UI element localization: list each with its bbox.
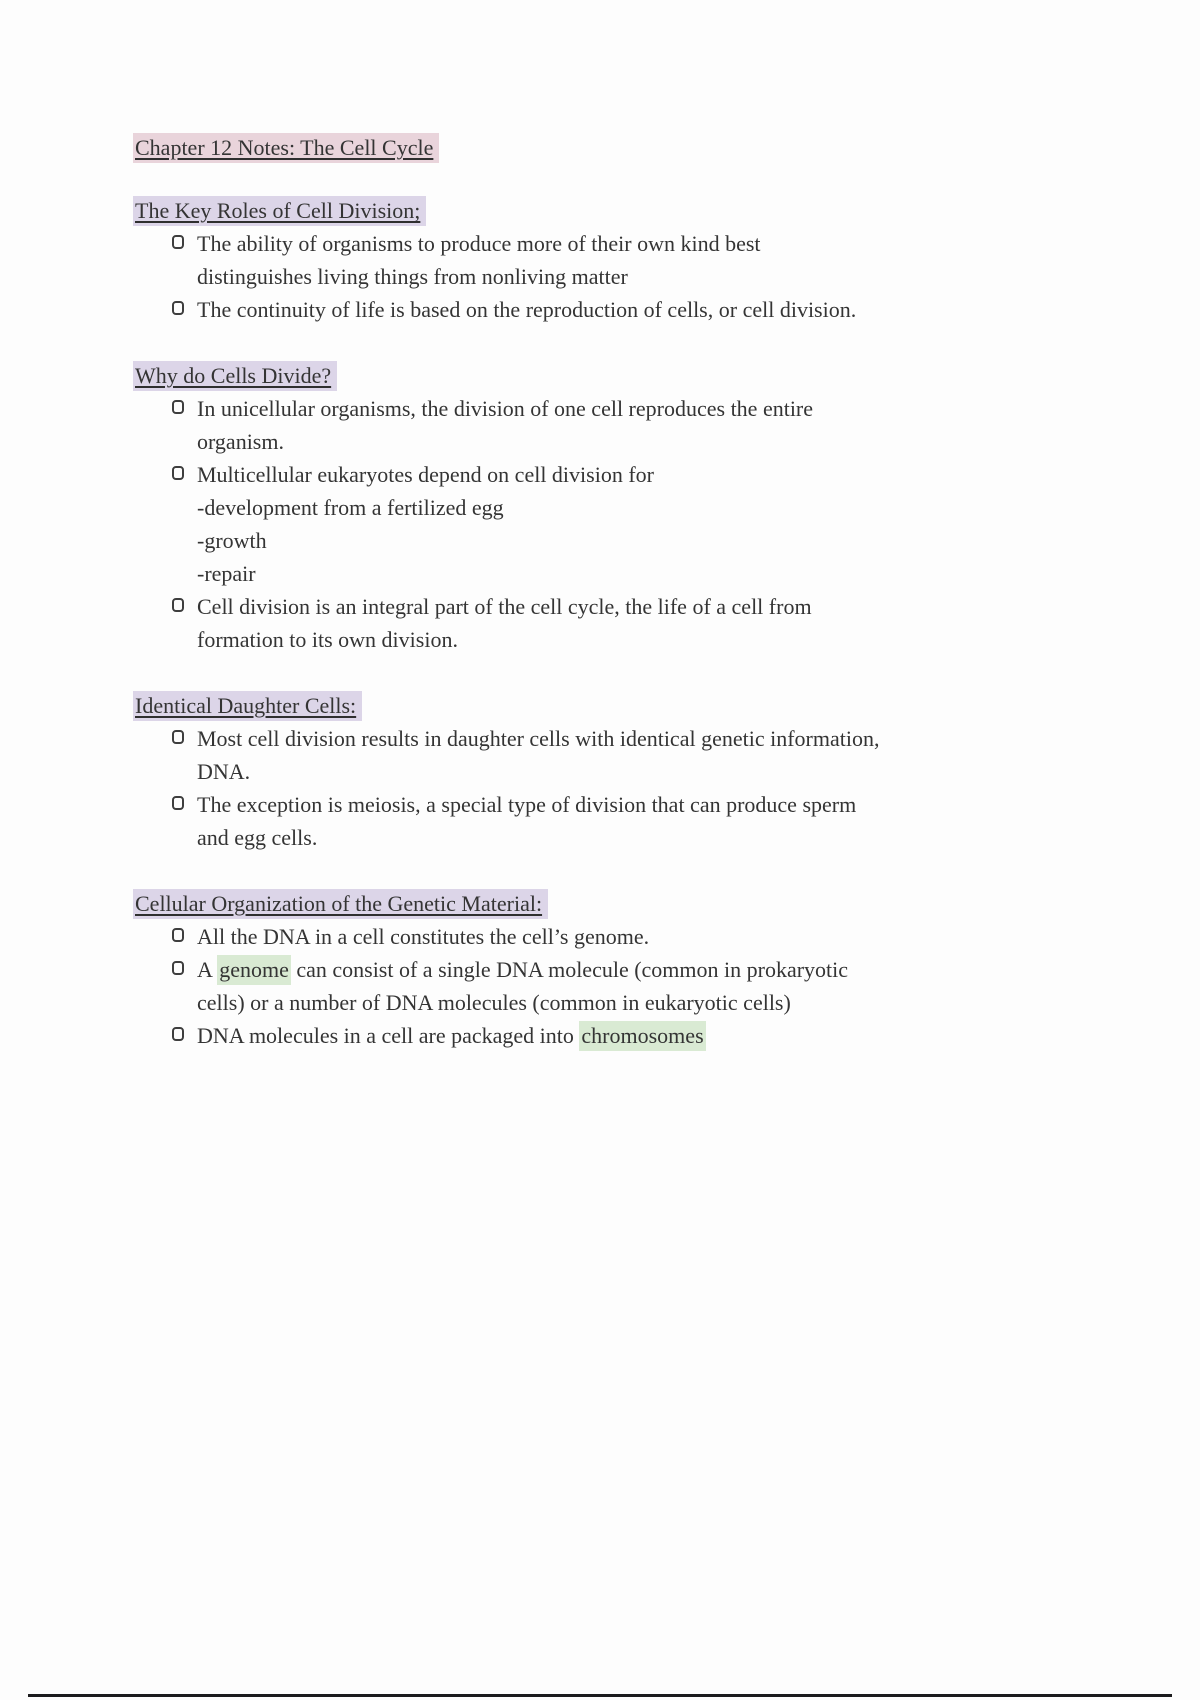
checklist-item (133, 920, 1067, 953)
section-heading-text: The Key Roles of Cell Division; (133, 196, 426, 226)
checklist-item-text (197, 953, 1067, 1019)
checklist (133, 920, 1067, 1052)
checklist-item-text (197, 392, 1067, 458)
text-run: -repair (197, 561, 256, 586)
text-run: can consist of a single DNA molecule (common in prokaryotic (290, 957, 849, 982)
checklist-item-text (197, 590, 1067, 656)
section-heading-text: Why do Cells Divide? (133, 361, 337, 391)
section-heading-text: Identical Daughter Cells: (133, 691, 362, 721)
text-run: -growth (197, 528, 267, 553)
checklist (133, 392, 1067, 656)
checklist-item (133, 722, 1067, 788)
checklist-item-text (197, 458, 1067, 590)
checkbox-icon[interactable] (172, 235, 184, 249)
checkbox-icon[interactable] (172, 466, 184, 480)
text-run: DNA. (197, 759, 251, 784)
checklist-item-text (197, 227, 1067, 293)
text-run: cells) or a number of DNA molecules (common in eukaryotic cells) (197, 990, 791, 1015)
checkbox-icon[interactable] (172, 796, 184, 810)
checkbox-icon[interactable] (172, 961, 184, 975)
text-run: Multicellular eukaryotes depend on cell division for (197, 462, 654, 487)
section-heading-text: Cellular Organization of the Genetic Material: (133, 889, 548, 919)
text-run: organism. (197, 429, 284, 454)
section-heading (133, 194, 1067, 227)
text-run: In unicellular organisms, the division of one cell reproduces the entire (197, 396, 814, 421)
sections (133, 194, 1067, 1052)
checklist-item (133, 227, 1067, 293)
checklist-item (133, 953, 1067, 1019)
checklist (133, 227, 1067, 326)
checklist-item-text (197, 293, 1067, 326)
checkbox-icon[interactable] (172, 301, 184, 315)
checklist-item (133, 1019, 1067, 1052)
text-run: Cell division is an integral part of the cell cycle, the life of a cell from (197, 594, 812, 619)
checkbox-icon[interactable] (172, 400, 184, 414)
notes-section (133, 689, 1067, 854)
page-bottom-edge (28, 1694, 1172, 1697)
text-run: Most cell division results in daughter cells with identical genetic information, (197, 726, 880, 751)
text-run: distinguishes living things from nonliving matter (197, 264, 628, 289)
text-run: All the DNA in a cell constitutes the cell’s genome. (197, 924, 650, 949)
checklist-item-text (197, 920, 1067, 953)
checkbox-icon[interactable] (172, 598, 184, 612)
text-run: The exception is meiosis, a special type of division that can produce sperm (197, 792, 857, 817)
text-run: -development from a fertilized egg (197, 495, 504, 520)
checklist-item-text (197, 1019, 1067, 1052)
highlighted-term: genome (217, 955, 291, 985)
text-run: A (197, 957, 218, 982)
notes-section (133, 194, 1067, 326)
checklist-item (133, 788, 1067, 854)
checklist-item (133, 458, 1067, 590)
checkbox-icon[interactable] (172, 1027, 184, 1041)
notes-section (133, 359, 1067, 656)
section-heading (133, 689, 1067, 722)
checklist-item-text (197, 722, 1067, 788)
checkbox-icon[interactable] (172, 928, 184, 942)
text-run: DNA molecules in a cell are packaged into (197, 1023, 580, 1048)
text-run: and egg cells. (197, 825, 318, 850)
section-heading (133, 359, 1067, 392)
page-title-text: Chapter 12 Notes: The Cell Cycle (133, 133, 439, 163)
checkbox-icon[interactable] (172, 730, 184, 744)
highlighted-term: chromosomes (579, 1021, 705, 1051)
section-heading (133, 887, 1067, 920)
checklist-item (133, 392, 1067, 458)
checklist (133, 722, 1067, 854)
text-run: formation to its own division. (197, 627, 458, 652)
checklist-item (133, 590, 1067, 656)
page-title (133, 131, 1067, 164)
notes-section (133, 887, 1067, 1052)
checklist-item (133, 293, 1067, 326)
checklist-item-text (197, 788, 1067, 854)
text-run: The ability of organisms to produce more of their own kind best (197, 231, 761, 256)
text-run: The continuity of life is based on the reproduction of cells, or cell division. (197, 297, 857, 322)
